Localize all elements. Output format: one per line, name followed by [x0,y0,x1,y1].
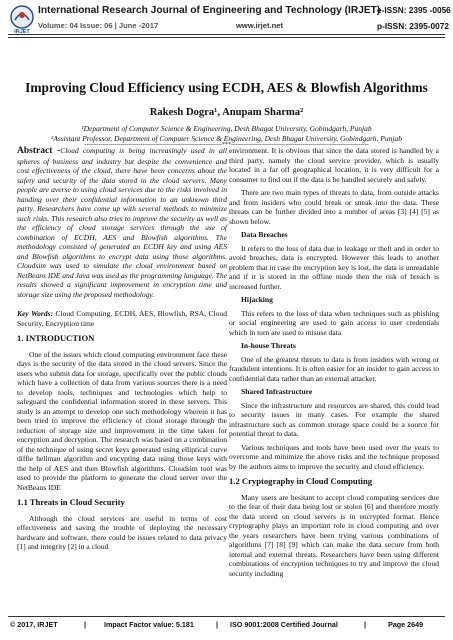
journal-website: www.irjet.net [236,21,283,30]
affiliation-2: ²Assistant Professor, Department of Computer Science & Engineering, Desh Bhagat University, Gobindgarh, Punjab [51,134,402,143]
section-threats-heading: 1.1 Threats in Cloud Security [17,497,125,507]
keywords-label: Key Words: [17,309,54,318]
shared-infrastructure-heading: Shared Infrastructure [241,387,313,396]
footer-separator: | [84,620,87,629]
footer-page-number: Page 2649 [388,620,424,629]
abstract-label: Abstract - [17,146,61,156]
section-separator: ---------------------------------------------------------------------***--------------------------------------------------------------------- [84,142,369,148]
footer-rule [8,616,445,617]
paper-title: Improving Cloud Efficiency using ECDH, AES & Blowfish Algorithms [25,80,428,95]
header-rule-secondary [8,37,445,38]
threats-paragraph: Although the cloud services are useful in terms of cost effectiveness and saving the trouble of deploying the necessary hardware and software, there could be issues related to data privacy [1] and integrity [2] in a cloud [17,513,227,551]
left-column [17,146,227,556]
footer-iso: ISO 9001:2008 Certified Journal [230,620,338,629]
section-introduction-heading: 1. INTRODUCTION [17,333,95,343]
affiliation-1: ¹Department of Computer Science & Engineering, Desh Bhagat University, Gobindgarh, Punjab [81,124,372,133]
in-house-threats-paragraph: One of the greatest threats to data is from insiders with wrong or fraudulent intentions. It is often easier for an insider to gain access to confidential data rather than an external attacker. [229,354,439,383]
footer-separator: | [216,620,219,629]
abstract-text: Cloud computing is being increasingly used in all spheres of business and industry but despite the convenience and cost effectiveness of the cloud, there have been concerns about the safety and security of the data stored in the cloud servers. Many people are averse to using cloud services due to the risks involved in handing over their confidential information to an unknown third party. Researchers have come up with several methods to minimize such risks. This research also tries to improve the security as well as the efficiency of cloud storage services through the use of combination of ECDH, AES and Blowfish algorithms. The methodology consisted of generated an ECDH key and using AES and Blowfish algorithms to encrypt data using those algorithms. Cloudsim was used to simulate the cloud environment based on NetBeans IDE and Java was used as the programming language. The results showed a significant improvement in encryption time and storage size using the proposed methodology. [17,146,227,299]
section-cryptography-heading: 1.2 Cryptography in Cloud Computing [229,476,373,486]
header-rule [8,34,445,35]
in-house-threats-heading: In-house Threats [241,341,296,350]
data-breaches-paragraph: It refers to the loss of data due to leakage or theft and in order to avoid breaches, data is encrypted. However this leads to another problem that in case the encryption key is lost, the data is unreadable and if it is stored in the offline mode then the risk of breach is increased further. [229,243,439,291]
e-issn: e-ISSN: 2395 -0056 [377,5,451,15]
footer-impact-factor: Impact Factor value: 5.181 [104,620,194,629]
footer-separator: | [364,620,367,629]
abstract [17,146,227,299]
introduction-paragraph: One of the issues which cloud computing environment face these days is the security of the data stored in the cloud servers. Since the users who submit data for storage, specifically over the public clouds which have a collection of data from various sources there is a need to develop tools, techniques and technologies which help to safeguard the confidential information stored in these servers. This study is an attempt to develop one such methodology wherein it has been tried to improve the efficiency of cloud storage through the reduction of storage size and improvement in the time taken for encryption and decryption. The research was based on a combination of the technique of using secret keys generated using elliptical curve diffie hellman algorithm and encypting data using those keys with the help of AES and then Blowfish algorithms. Cloudsim tool was used to provide the platform to generate the cloud server over the NetBeans IDE [17,349,227,492]
techniques-paragraph: Various techniques and tools have been used over the years to overcome and minimize the above risks and the technique proposed by the authors aims to improve the security and cloud efficiency. [229,442,439,471]
data-breaches-heading: Data Breaches [241,230,288,239]
cryptography-paragraph: Many users are hesitant to accept cloud computing services due to the fear of their data being lost or stolen [6] and therefore mostly the data stored on cloud servers is in encrypted format. Hence cryptography plays an important role in cloud computing and over the years researchers have been trying various combinations of algorithms [7] [8] [9] which can make the data secure from both internal and external threats. Researchers have been using different combinations of encryption techniques to try and improve the cloud security including [229,492,439,578]
logo-text: IRJET [14,29,30,34]
hijacking-heading: Hijacking [241,295,273,304]
paper-authors: Rakesh Dogra¹, Anupam Sharma² [149,107,304,118]
threats-continued-paragraph: environment. It is obvious that since the data stored is handled by a third party, namely the cloud service provider, which is usually located in a far off geographical location, it is very difficult for a consumer to find out if the data is be handled securely and safely. [229,146,439,184]
shared-infrastructure-paragraph: Since the infrastructure and resources are shared, this could lead to security issues in many cases. For example the shared infrastructure such as common storage space could be a source for potential threat to data. [229,400,439,438]
footer-copyright: © 2017, IRJET [10,620,58,629]
keywords-text: Cloud Computing, ECDH, AES, Blowfish, RSA, Cloud Security, Encryption time [17,309,227,328]
volume-issue: Volume: 04 Issue: 06 | June -2017 [38,21,159,30]
irjet-logo-icon [9,4,35,34]
threat-types-paragraph: There are two main types of threats to data, from outside attacks and from insiders who could break or sneak into the data. These threats can be further divided into a number of areas [3] [4] [5] as shown below. [229,188,439,226]
right-column [229,146,439,582]
p-issn: p-ISSN: 2395-0072 [377,21,449,31]
hijacking-paragraph: This refers to the loss of data when techniques such as phishing or social engineering are used to gain access to user credentials which in turn are used to misuse data [229,308,439,337]
keywords [17,309,227,328]
journal-name: International Research Journal of Engineering and Technology (IRJET) [38,5,381,16]
